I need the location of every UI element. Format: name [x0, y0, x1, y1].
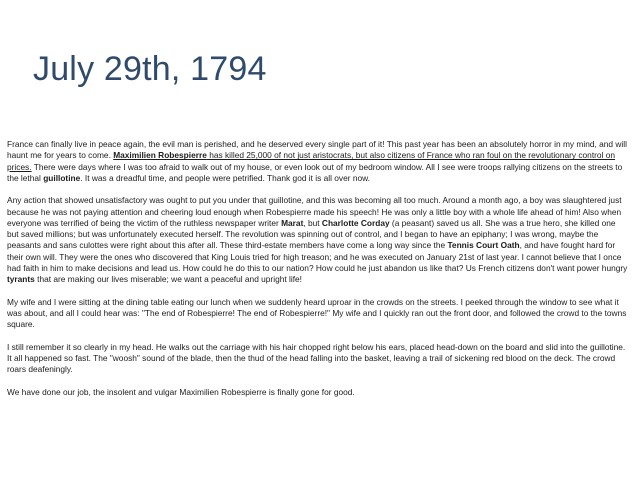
charlotte-corday-term: Charlotte Corday — [321, 217, 390, 228]
slide-title: July 29th, 1794 — [33, 50, 267, 88]
p2-text-4: , and have fought hard for their own will. They were the ones who discovered that King Louis tried for high treason; and he was executed on January 21st of last year. I cannot believe that I once had faith in him to make decisions and lead us. How could he do this to our nation? How could he just abandon us like that? Us French citizens don't want power hungry — [7, 240, 628, 273]
paragraph-5: We have done our job, the insolent and vulgar Maximilien Robespierre is finally gone for good. — [7, 386, 355, 397]
paragraph-4: I still remember it so clearly in my head. He walks out the carriage with his hair chopped right below his ears, placed head-down on the board and slid into the guillotine. It all happened so fast. The "woosh" sound of the blade, then the thud of the head falling into the basket, leaving a trail of sickening red blood on the deck. The crowd roars deafeningly. — [7, 341, 626, 374]
p1-text-1: France can finally live in peace again, the evil man is perished, and he deserved every single part of it! This past year has been an absolutely horror in my mind, and will haunt me for years to come. — [7, 139, 627, 161]
p2-text-3: (a peasant) saved us all. She was a true hero, she killed one but saved millions; but was unfortunately executed herself. The revolution was spinning out of control, and I began to have an epiphany; I was wrong, maybe the peasants and sans culottes were right about this after all. These third-estate members have come a long way since the — [7, 217, 616, 251]
p2-text-2: , but — [303, 217, 322, 228]
p1-underlined-text[interactable]: has killed 25,000 of not just aristocrats, but also citizens of France who ran foul on the revolutionary control on prices. — [7, 150, 616, 172]
p2-text-5: that are making our lives miserable; we want a peaceful and upright life! — [34, 274, 302, 284]
p1-text-3: There were days where I was too afraid to walk out of my house, or even look out of my bedroom window. All I see were troops rallying citizens on the streets to the lethal — [7, 161, 623, 183]
slide-body — [7, 139, 629, 398]
guillotine-term: guillotine — [43, 172, 81, 183]
paragraph-1 — [7, 139, 629, 184]
tennis-court-oath-term: Tennis Court Oath — [447, 240, 520, 251]
tyrants-term: tyrants — [7, 274, 35, 284]
paragraph-3: My wife and I were sitting at the dining table eating our lunch when we suddenly heard uproar in the crowds on the streets. I peeked through the window to see what it was about, and all I could hear was: "The end of Robespierre! The end of Robespierre!" My wife and I quickly ran out the front door, and followed the crowd to the towns square. — [7, 296, 627, 329]
marat-term: Marat — [281, 217, 304, 228]
paragraph-2 — [7, 195, 629, 285]
p1-text-4: . It was a dreadful time, and people were petrified. Thank god it is all over now. — [80, 172, 371, 183]
p2-text-1: Any action that showed unsatisfactory was ought to put you under that guillotine, and this was becoming all too much. Around a month ago, a boy was slaughtered just because he was not paying attention and cheering loud enough when Robespierre made his speech! He was only a little boy with a whole life ahead of him! Also when everyone was terrified of being the victim of the ruthless newspaper writer — [7, 195, 622, 228]
robespierre-link[interactable]: Maximilien Robespierre — [113, 150, 207, 161]
